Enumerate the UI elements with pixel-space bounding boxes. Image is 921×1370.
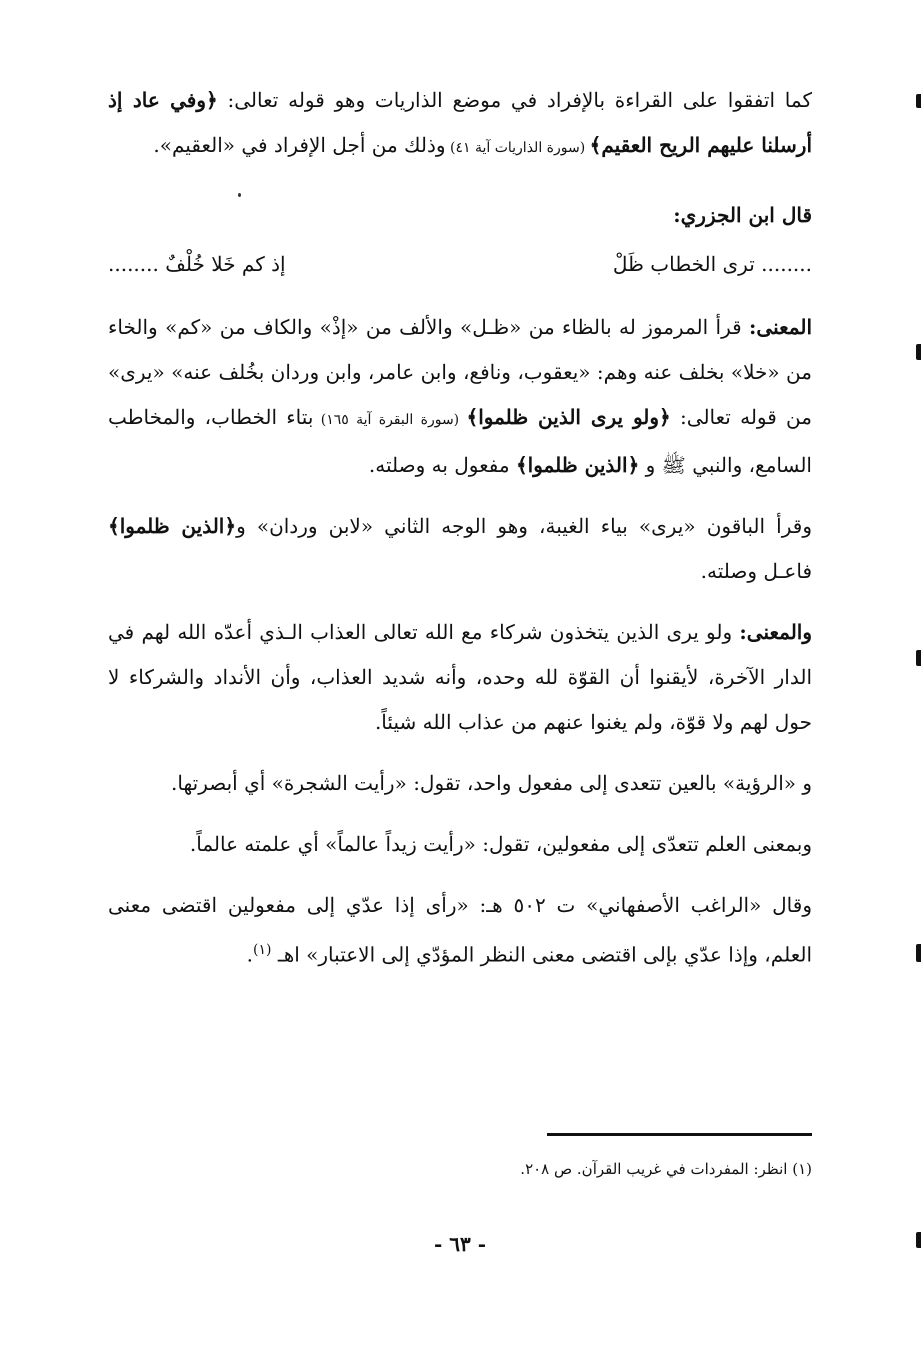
others-text-1: وقرأ الباقون «يرى» بياء الغيبة، وهو الوجه الثاني «لابن وردان» و (236, 514, 812, 538)
scan-edge-mark (916, 650, 921, 666)
footnote-divider (547, 1133, 812, 1136)
scan-edge-mark (916, 94, 921, 108)
explanation-text: ولو يرى الذين يتخذون شركاء مع الله تعالى العذاب الـذي أعدّه الله لهم في الدار الآخرة، لأيقنوا أن القوّة لله وحده، وأنه شديد العذاب، وأن الأنداد والشركاء لا حول لهم ولا قوّة، ولم يغنوا عنهم من عذاب الله شيئاً. (108, 620, 812, 734)
scan-speck (238, 193, 241, 197)
paragraph-others-reading (108, 504, 812, 594)
scan-edge-mark (916, 944, 921, 962)
paragraph-meaning (108, 305, 812, 488)
paragraph-explanation (108, 610, 812, 745)
paragraph-raghib (108, 883, 812, 978)
quran-quote: ﴿وفي عاد إذ أرسلنا عليهم الريح العقيم﴾ (108, 88, 812, 157)
paragraph-intro: كما اتفقوا على القراءة بالإفراد في موضع الذاريات وهو قوله تعالى: (217, 88, 812, 112)
quran-quote-2: ﴿الذين ظلموا﴾ (515, 453, 640, 477)
meaning-text-1: قرأ المرموز له بالظاء من «ظـل» والألف من «إذْ» والكاف من «كم» والخاء من «خلا» بخلف عنه وهم: «يعقوب، ونافع، وابن عامر، وابن وردان بخُلف عنه» «يرى» من قوله تعالى: (108, 315, 812, 429)
paragraph-sight: و «الرؤية» بالعين تتعدى إلى مفعول واحد، تقول: «رأيت الشجرة» أي أبصرتها. (171, 771, 812, 795)
verse-left-hemistich: إذ كم خَلا خُلْفٌ ........ (108, 252, 286, 276)
scan-edge-mark (916, 344, 921, 360)
meaning-text-3: مفعول به وصلته. (368, 453, 516, 477)
raghib-end: . (246, 942, 254, 967)
page-body (108, 78, 812, 1308)
verse-right-hemistich: ........ ترى الخطاب ظَلْ (612, 252, 812, 276)
page-number: - ٦٣ - (433, 1232, 486, 1256)
paragraph-ithifaq (108, 78, 812, 171)
meaning-text-2: بتاء الخطاب، والمخاطب السامع، والنبي ﷺ و (108, 405, 812, 477)
meaning-label: المعنى: (749, 315, 812, 339)
surah-reference: (سورة البقرة آية ١٦٥) (313, 412, 467, 428)
quran-quote: ﴿ولو يرى الذين ظلموا﴾ (466, 405, 671, 429)
section-heading: قال ابن الجزري: (673, 203, 812, 227)
surah-reference: (سورة الذاريات آية ٤١) (445, 140, 590, 156)
paragraph-knowledge: وبمعنى العلم تتعدّى إلى مفعولين، تقول: «رأيت زيداً عالماً» أي علمته عالماً. (189, 832, 812, 856)
footnote: (١) انظر: المفردات في غريب القرآن. ص ٢٠٨. (520, 1160, 812, 1178)
quran-quote: ﴿الذين ظلموا﴾ (108, 514, 237, 538)
poetry-verse (108, 242, 812, 287)
paragraph-conclusion: وذلك من أجل الإفراد في «العقيم». (153, 133, 446, 157)
others-text-2: فاعـل وصلته. (700, 559, 812, 583)
footnote-reference: (١) (253, 942, 272, 958)
scan-edge-mark (916, 1232, 921, 1248)
explanation-label: والمعنى: (739, 620, 812, 644)
raghib-quote: وقال «الراغب الأصفهاني» ت ٥٠٢ هـ: «رأى إذا عدّي إلى مفعولين اقتضى معنى العلم، وإذا عدّي بإلى اقتضى معنى النظر المؤدّي إلى الاعتبار» اهـ (108, 893, 812, 967)
